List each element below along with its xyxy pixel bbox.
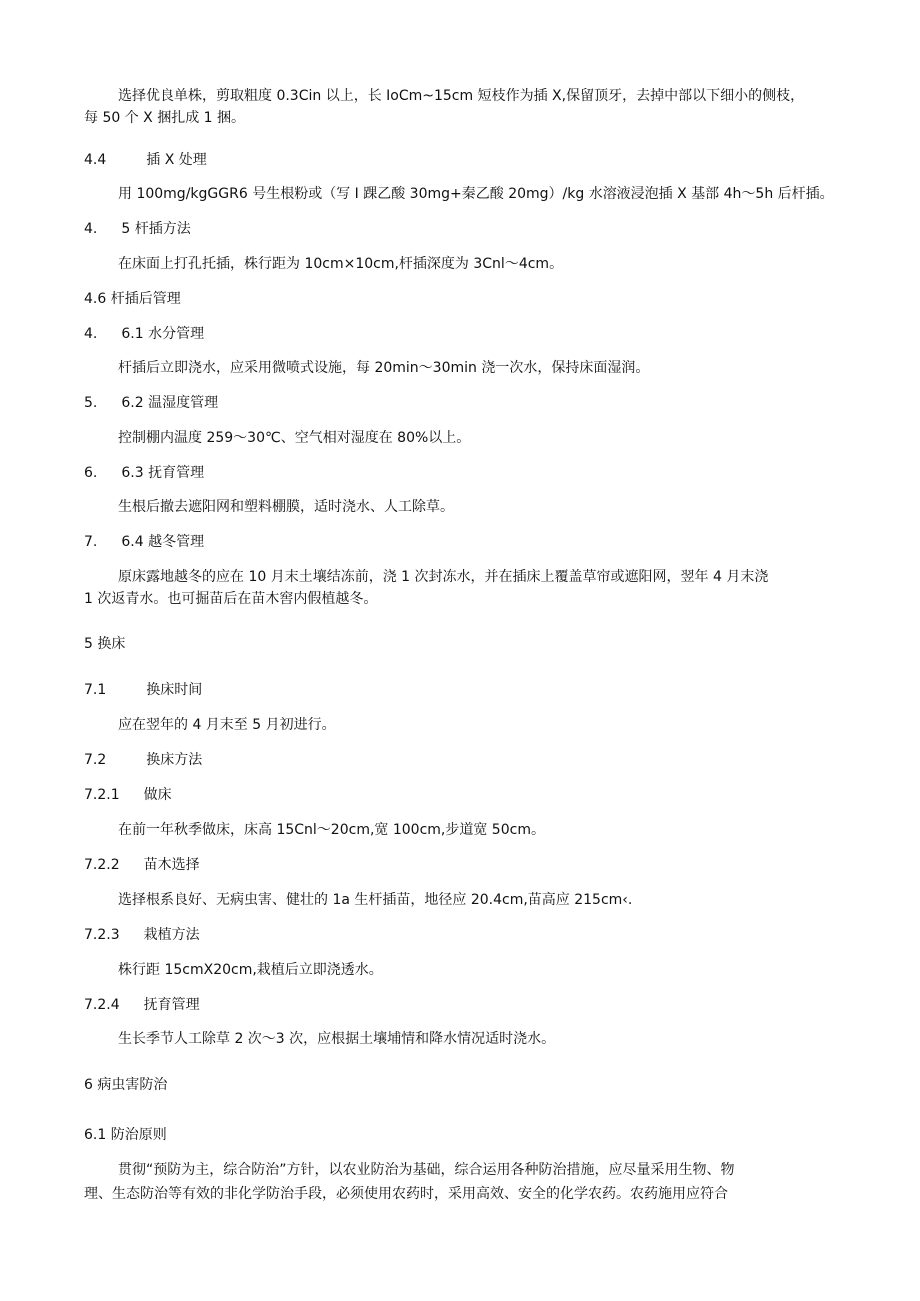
heading-text: 苗木选择	[143, 857, 200, 873]
paragraph-control-principle-line2: 理、生态防治等有效的非化学防治手段，必须使用农药时，采用高效、安全的化学农药。农药施用应符合	[84, 1186, 728, 1202]
heading-number: 4.4	[84, 152, 107, 168]
heading-7-1	[84, 680, 202, 700]
paragraph-cutting-method: 在床面上打孔托插，株行距为 10cm×10cm,杆插深度为 3Cnl～4cm。	[118, 256, 564, 272]
heading-text: 抚育管理	[143, 997, 200, 1013]
paragraph-planting-method: 株行距 15cmX20cm,栽植后立即浇透水。	[118, 962, 383, 978]
paragraph-control-principle-line1: 贯彻“预防为主，综合防治”方针，以农业防治为基础，综合运用各种防治措施，应尽量采用生物、物	[118, 1162, 735, 1178]
heading-4-4	[84, 150, 207, 170]
paragraph-cutting-treatment: 用 100mg/kgGGR6 号生根粉或（写 I 踝乙酸 30mg+秦乙酸 20mg）/kg 水溶液浸泡插 X 基部 4h～5h 后杆插。	[118, 186, 834, 202]
heading-7-2-3	[84, 925, 200, 945]
heading-7-2-4	[84, 995, 200, 1015]
paragraph-tending-management: 生长季节人工除草 2 次～3 次，应根据土壤埔情和降水情况适时浇水。	[118, 1031, 556, 1047]
heading-text: 换床时间	[146, 682, 203, 698]
heading-7-2-2	[84, 855, 200, 875]
paragraph-temperature-humidity: 控制棚内温度 259～30℃、空气相对湿度在 80%以上。	[118, 430, 471, 446]
heading-text: 做床	[143, 787, 172, 803]
paragraph-water-management: 杆插后立即浇水，应采用微喷式设施，每 20min～30min 浇一次水，保持床面湿润。	[118, 360, 650, 376]
paragraph-cutting-selection-line2: 每 50 个 X 捆扎成 1 捆。	[84, 110, 246, 126]
heading-number: 6.	[84, 465, 98, 481]
heading-4-6: 4.6 杆插后管理	[84, 291, 181, 307]
heading-4-5	[84, 219, 191, 239]
heading-4-6-1	[84, 324, 204, 344]
paragraph-bed-making: 在前一年秋季做床，床高 15Cnl～20cm,宽 100cm,步道宽 50cm。	[118, 822, 545, 838]
paragraph-cutting-selection-line1: 选择优良单株，剪取粗度 0.3Cin 以上，长 IoCm~15cm 短枝作为插 X,保留顶牙，去掉中部以下细小的侧枝，	[118, 88, 805, 104]
paragraph-overwintering-line2: 1 次返青水。也可掘苗后在苗木窖内假植越冬。	[84, 591, 378, 607]
heading-6-1: 6.1 防治原则	[84, 1127, 167, 1143]
heading-text: 6.4 越冬管理	[121, 534, 205, 550]
heading-7-2	[84, 750, 202, 770]
heading-4-6-3	[84, 463, 204, 483]
heading-7-2-1	[84, 785, 172, 805]
heading-text: 插 X 处理	[146, 152, 207, 168]
heading-number: 5.	[84, 395, 98, 411]
heading-number: 7.1	[84, 682, 107, 698]
heading-number: 7.2.2	[84, 857, 120, 873]
heading-number: 4.	[84, 326, 98, 342]
heading-4-6-2	[84, 393, 218, 413]
heading-text: 6.3 抚育管理	[121, 465, 205, 481]
heading-text: 6.1 水分管理	[121, 326, 205, 342]
heading-5: 5 换床	[84, 636, 126, 652]
heading-4-6-4	[84, 532, 204, 552]
heading-text: 栽植方法	[143, 927, 200, 943]
paragraph-seedling-selection: 选择根系良好、无病虫害、健壮的 1a 生杆插苗，地径应 20.4cm,苗高应 215cm‹.	[118, 892, 633, 908]
heading-number: 4.	[84, 221, 98, 237]
heading-number: 7.2.3	[84, 927, 120, 943]
heading-text: 换床方法	[146, 752, 203, 768]
heading-number: 7.2.1	[84, 787, 120, 803]
heading-6: 6 病虫害防治	[84, 1077, 168, 1093]
heading-text: 6.2 温湿度管理	[121, 395, 219, 411]
paragraph-overwintering-line1: 原床露地越冬的应在 10 月末土壤结冻前，浇 1 次封冻水，并在插床上覆盖草帘或遮阳网，翌年 4 月末浇	[118, 569, 769, 585]
heading-text: 5 杆插方法	[121, 221, 191, 237]
paragraph-tending: 生根后撤去遮阳网和塑料棚膜，适时浇水、人工除草。	[118, 499, 454, 515]
heading-number: 7.2	[84, 752, 107, 768]
paragraph-replanting-time: 应在翌年的 4 月末至 5 月初进行。	[118, 717, 336, 733]
heading-number: 7.2.4	[84, 997, 120, 1013]
heading-number: 7.	[84, 534, 98, 550]
